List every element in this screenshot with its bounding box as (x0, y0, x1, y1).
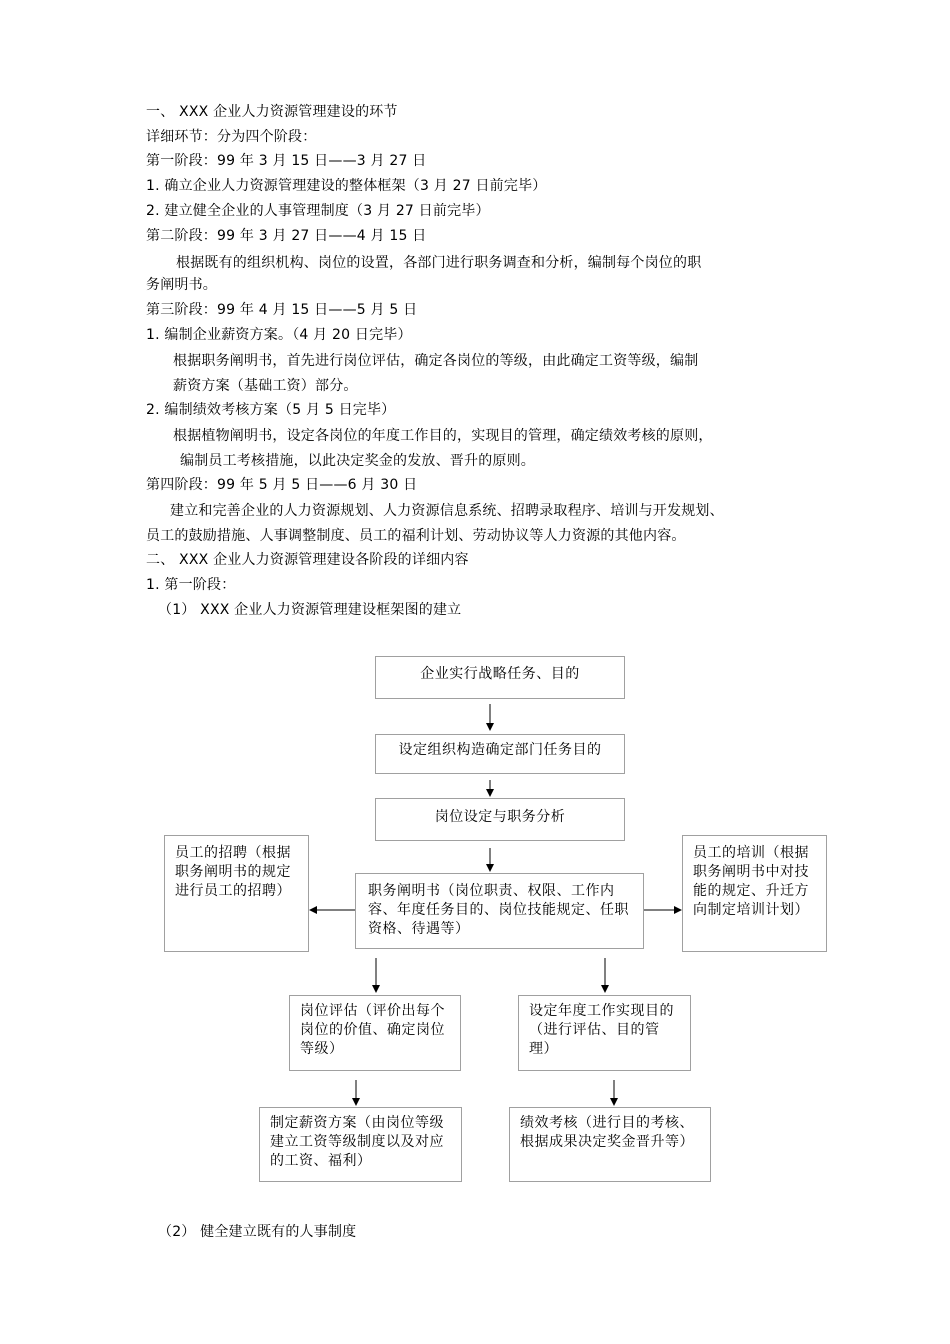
text-line: 务阐明书。 (146, 277, 217, 293)
list-item: 2. 建立健全企业的人事管理制度（3 月 27 日前完毕） (146, 203, 490, 219)
box-post-setting: 岗位设定与职务分析 (375, 798, 625, 841)
stage-heading-1: 第一阶段：99 年 3 月 15 日——3 月 27 日 (146, 153, 427, 169)
text-line: 员工的鼓励措施、人事调整制度、员工的福利计划、劳动协议等人力资源的其他内容。 (146, 528, 686, 544)
text-line: 建立和完善企业的人力资源规划、人力资源信息系统、招聘录取程序、培训与开发规划、 (170, 503, 724, 519)
list-item: 1. 编制企业薪资方案。（4 月 20 日完毕） (146, 327, 412, 343)
list-item: 1. 第一阶段： (146, 577, 236, 593)
text-line: 根据职务阐明书，首先进行岗位评估，确定各岗位的等级，由此确定工资等级，编制 (173, 353, 699, 369)
box-post-evaluation: 岗位评估（评价出每个岗位的价值、确定岗位等级） (289, 995, 461, 1071)
text-line: 根据既有的组织机构、岗位的设置，各部门进行职务调查和分析，编制每个岗位的职 (176, 255, 702, 271)
section-heading-1: 一、 XXX 企业人力资源管理建设的环节 (146, 104, 398, 120)
text-line: 薪资方案（基础工资）部分。 (173, 378, 358, 394)
text-line: 详细环节：分为四个阶段： (146, 129, 317, 145)
stage-heading-4: 第四阶段：99 年 5 月 5 日——6 月 30 日 (146, 477, 418, 493)
stage-heading-3: 第三阶段：99 年 4 月 15 日——5 月 5 日 (146, 302, 418, 318)
box-salary-plan: 制定薪资方案（由岗位等级建立工资等级制度以及对应的工资、福利） (259, 1107, 462, 1182)
section-heading-2: 二、 XXX 企业人力资源管理建设各阶段的详细内容 (146, 552, 469, 568)
stage-heading-2: 第二阶段：99 年 3 月 27 日——4 月 15 日 (146, 228, 427, 244)
box-strategy: 企业实行战略任务、目的 (375, 656, 625, 699)
box-training: 员工的培训（根据职务阐明书中对技能的规定、升迁方向制定培训计划） (682, 835, 827, 952)
box-org-structure: 设定组织构造确定部门任务目的 (375, 734, 625, 774)
box-annual-goals: 设定年度工作实现目的（进行评估、目的管理） (518, 995, 691, 1071)
box-performance: 绩效考核（进行目的考核、根据成果决定奖金晋升等） (509, 1107, 711, 1182)
subsection-heading: （1） XXX 企业人力资源管理建设框架图的建立 (158, 602, 462, 618)
subsection-heading: （2） 健全建立既有的人事制度 (158, 1224, 357, 1240)
box-job-description: 职务阐明书（岗位职责、权限、工作内容、年度任务目的、岗位技能规定、任职资格、待遇等） (355, 873, 644, 949)
text-line: 根据植物阐明书，设定各岗位的年度工作目的，实现目的管理，确定绩效考核的原则， (173, 428, 713, 444)
list-item: 1. 确立企业人力资源管理建设的整体框架（3 月 27 日前完毕） (146, 178, 547, 194)
box-recruitment: 员工的招聘（根据职务阐明书的规定进行员工的招聘） (164, 835, 309, 952)
list-item: 2. 编制绩效考核方案（5 月 5 日完毕） (146, 402, 396, 418)
text-line: 编制员工考核措施，以此决定奖金的发放、晋升的原则。 (180, 453, 535, 469)
